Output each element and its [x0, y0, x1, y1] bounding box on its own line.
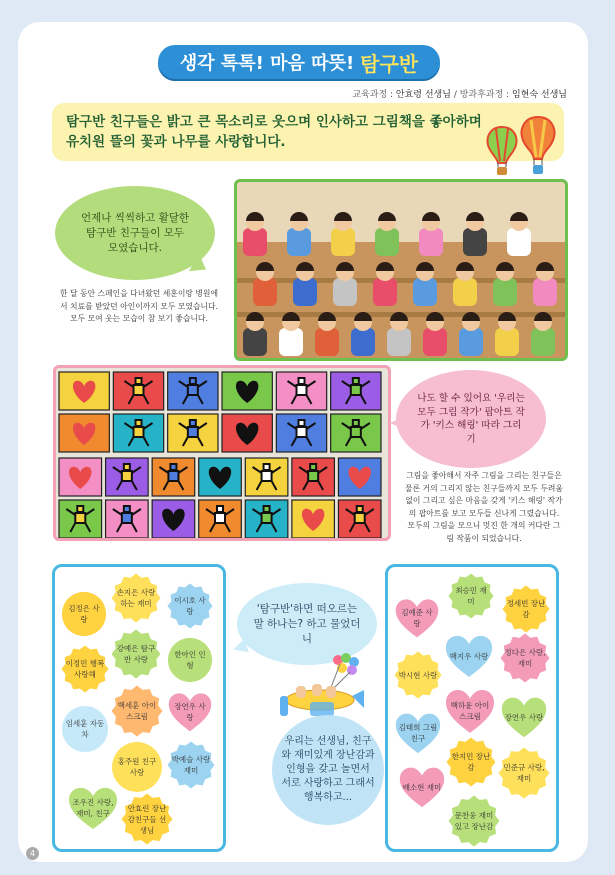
answer-sticker: [446, 737, 496, 787]
answers-panel-right: [385, 564, 559, 852]
hot-air-balloon-icon: [484, 125, 520, 179]
answer-sticker: [394, 595, 440, 641]
answer-sticker: [111, 629, 161, 679]
child-figure: [331, 228, 355, 256]
answer-sticker-text: 백세훈 아이스크림: [117, 701, 157, 721]
answer-sticker: [111, 685, 163, 737]
answer-sticker-text: 정세빈 장난감: [506, 599, 546, 619]
answer-bubble: [272, 715, 384, 825]
answer-sticker: [61, 591, 107, 637]
credit-label-afterschool: 방과후과정 :: [459, 90, 510, 100]
answer-sticker: [111, 573, 161, 623]
answer-sticker-text: 안효린 장난감친구들 선생님: [127, 803, 167, 835]
answer-sticker-text: 배소현 재미: [402, 782, 442, 792]
credit-name-afterschool: 임현숙 선생님: [511, 90, 567, 100]
answer-sticker-text: 김정은 사랑: [68, 604, 100, 624]
keith-haring-artwork-photo: [53, 365, 391, 541]
title-class-name: 탐구반: [360, 51, 419, 76]
speech-bubble-green: [55, 186, 215, 280]
answer-sticker-text: 장연우 사랑: [174, 702, 206, 722]
child-figure: [387, 328, 411, 356]
answer-sticker: [444, 631, 494, 681]
child-figure: [243, 228, 267, 256]
answer-sticker-text: 이시호 사랑: [174, 596, 206, 616]
answer-sticker: [500, 633, 550, 683]
artwork-caption: 그림을 좋아해서 자주 그림을 그리는 친구들은 물론 거의 그리지 않는 친구들까지 모두 두려움 없이 그리고 싶은 마음을 갖게 '키스 해링' 작가의 팝아트를 보고 모두들 신나게 그렸습니다. 모두의 그림을 모으니 멋진 한 개의 커다란 그림 작품이 되었습니다.: [405, 471, 563, 543]
child-figure: [463, 228, 487, 256]
child-figure: [373, 278, 397, 306]
child-figure: [423, 328, 447, 356]
answer-sticker-text: 박예슬 사랑 재미: [171, 755, 211, 775]
class-group-photo: [234, 179, 568, 361]
answer-sticker: [448, 795, 500, 847]
question-text: '탐구반'하면 떠오르는 말 하나는? 하고 물었더니: [253, 602, 361, 645]
answer-sticker: [394, 709, 442, 757]
title-text: 생각 톡톡! 마음 따뜻!: [179, 53, 355, 74]
answer-sticker-text: 장연우 사랑: [504, 712, 544, 722]
answer-sticker: [167, 689, 213, 735]
credit-separator: /: [450, 90, 460, 100]
answer-sticker-text: 박시현 사랑: [398, 670, 438, 680]
answer-sticker: [444, 685, 496, 737]
airplane-icon: [260, 652, 370, 722]
child-figure: [293, 278, 317, 306]
answer-sticker-text: 백지우 사랑: [449, 651, 489, 661]
speech-bubble-pink: [396, 370, 546, 468]
answer-sticker-text: 김태희 그림친구: [398, 723, 438, 743]
answer-sticker: [61, 645, 109, 693]
answer-sticker-text: 한아인 인형: [174, 650, 206, 670]
child-figure: [453, 278, 477, 306]
class-photo-caption: 한 달 동안 스페인을 다녀왔던 세훈이랑 병원에서 치료를 받았던 아인이까지 모두 모였습니다. 모두 모여 웃는 모습이 참 보기 좋습니다.: [60, 289, 218, 323]
page-title: [158, 45, 440, 79]
answer-sticker: [121, 793, 173, 845]
answer-sticker-text: 강예은 탐구반 사랑: [116, 644, 156, 664]
child-figure: [287, 228, 311, 256]
intro-line-2: 유치원 뜰의 꽃과 나무를 사랑합니다.: [66, 134, 286, 150]
child-figure: [419, 228, 443, 256]
child-figure: [375, 228, 399, 256]
credit-name-curriculum: 안효령 선생님: [395, 90, 451, 100]
answer-sticker: [394, 651, 442, 699]
answers-panel-left: [52, 564, 226, 852]
child-figure: [253, 278, 277, 306]
intro-box: [52, 103, 564, 161]
teacher-credits: [352, 87, 567, 100]
answer-sticker-text: 한지민 장난감: [451, 752, 491, 772]
answer-sticker-text: 문찬웅 재미있고 장난감: [454, 811, 494, 831]
bubble-tail: [390, 416, 406, 430]
child-figure: [279, 328, 303, 356]
child-figure: [531, 328, 555, 356]
answer-sticker: [167, 637, 213, 683]
child-figure: [315, 328, 339, 356]
child-figure: [351, 328, 375, 356]
answer-sticker-text: 정다은 사랑,재미: [504, 648, 546, 668]
credit-label-curriculum: 교육과정 :: [352, 90, 394, 100]
bubble-text: 나도 할 수 있어요 '우리는 모두 그림 작가' 팝아트 작가 '키스 해링' 따라 그리기: [417, 393, 525, 445]
answer-sticker: [448, 573, 494, 619]
answer-sticker: [502, 585, 550, 633]
answer-sticker-text: 홍주원 친구사랑: [117, 757, 157, 777]
answer-sticker-text: 이정민 행복 사랑해: [65, 659, 105, 679]
page-number: 4: [26, 847, 39, 860]
answer-text: 우리는 선생님, 친구와 재미있게 장난감과 인형을 갖고 놀면서 서로 사랑하고 그래서 행복하고...: [281, 736, 375, 803]
answer-sticker: [498, 747, 550, 799]
answer-sticker: [167, 583, 213, 629]
hot-air-balloon-icon: [518, 115, 558, 179]
answer-sticker-text: 백하윤 아이스크림: [450, 701, 490, 721]
answer-sticker: [61, 705, 109, 753]
child-figure: [413, 278, 437, 306]
bubble-text: 언제나 씩씩하고 활달한 탐구반 친구들이 모두 모였습니다.: [80, 211, 190, 254]
answer-sticker-text: 임세훈 자동차: [65, 719, 105, 739]
child-figure: [493, 278, 517, 306]
answer-sticker: [167, 741, 215, 789]
child-figure: [533, 278, 557, 306]
child-figure: [243, 328, 267, 356]
intro-line-1: 탐구반 친구들은 밝고 큰 목소리로 웃으며 인사하고 그림책을 좋아하며: [66, 114, 482, 130]
answer-sticker-text: 최승민 재미: [455, 586, 487, 606]
answer-sticker-text: 김예준 사랑: [401, 608, 433, 628]
child-figure: [459, 328, 483, 356]
answer-sticker: [67, 783, 119, 833]
intro-text: [66, 112, 496, 152]
child-figure: [333, 278, 357, 306]
answer-sticker-text: 손지은 사랑하는 재미: [116, 588, 156, 608]
answer-sticker: [500, 693, 548, 741]
answer-sticker-text: 조우진 사랑,재미, 친구: [72, 798, 114, 818]
answer-sticker: [398, 763, 446, 811]
child-figure: [495, 328, 519, 356]
child-figure: [507, 228, 531, 256]
answer-sticker-text: 민준규 사랑,재미: [503, 763, 545, 783]
